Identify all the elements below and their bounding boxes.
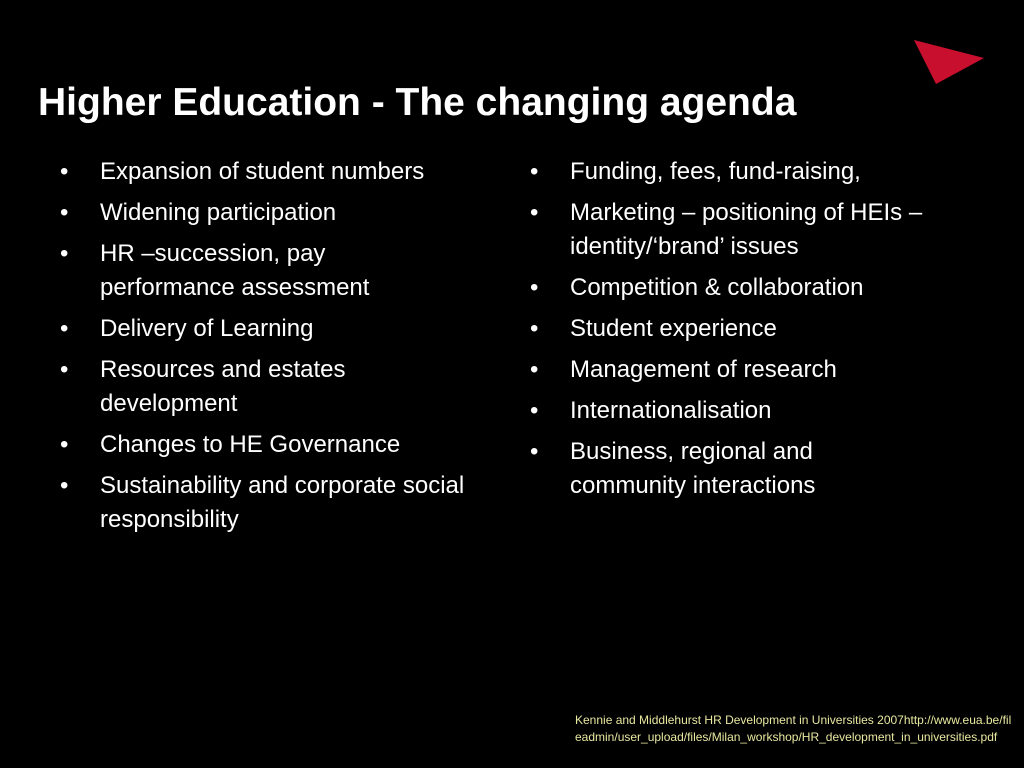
bullet-icon: •: [530, 158, 539, 185]
red-triangle-logo-icon: [914, 38, 986, 86]
list-item-text: Widening participation: [100, 199, 337, 226]
bullet-icon: •: [530, 356, 539, 383]
bullet-icon: •: [60, 315, 69, 342]
list-item-text: Internationalisation: [570, 397, 772, 424]
bullet-icon: •: [60, 356, 69, 383]
list-item: [60, 428, 510, 462]
list-item: [530, 394, 980, 428]
list-item: [60, 155, 510, 189]
list-item-text: Sustainability and corporate social responsibility: [100, 472, 465, 533]
slide-title: Higher Education - The changing agenda: [38, 81, 797, 124]
list-item: [60, 237, 430, 305]
list-item-text: Competition & collaboration: [570, 274, 864, 301]
list-item-text: HR –succession, pay performance assessment: [100, 240, 370, 301]
list-item-text: Funding, fees, fund-raising,: [570, 158, 861, 185]
bullet-icon: •: [60, 431, 69, 458]
bullet-icon: •: [530, 438, 539, 465]
list-item-text: Student experience: [570, 315, 777, 342]
list-item: [530, 271, 980, 305]
list-item: [60, 196, 510, 230]
list-item-text: Delivery of Learning: [100, 315, 314, 342]
list-item-text: Marketing – positioning of HEIs –identity/‘brand’ issues: [570, 199, 923, 260]
bullet-icon: •: [60, 158, 69, 185]
list-item: [60, 312, 510, 346]
bullet-icon: •: [530, 397, 539, 424]
bullet-icon: •: [530, 274, 539, 301]
list-item-text: Expansion of student numbers: [100, 158, 425, 185]
list-item: [60, 353, 410, 421]
bullet-icon: •: [60, 199, 69, 226]
bullet-icon: •: [530, 315, 539, 342]
list-item: [530, 196, 940, 264]
bullet-icon: •: [60, 240, 69, 267]
right-bullet-list: [530, 155, 980, 510]
list-item: [60, 469, 470, 537]
list-item: [530, 435, 890, 503]
bullet-icon: •: [60, 472, 69, 499]
list-item: [530, 312, 980, 346]
list-item-text: Management of research: [570, 356, 837, 383]
list-item: [530, 155, 980, 189]
list-item-text: Resources and estates development: [100, 356, 346, 417]
reference-citation: Kennie and Middlehurst HR Development in Universities 2007http://www.eua.be/fileadmin/user_upload/files/Milan_workshop/HR_development_in_universities.pdf: [575, 713, 1012, 744]
list-item-text: Changes to HE Governance: [100, 431, 401, 458]
list-item-text: Business, regional and community interactions: [570, 438, 816, 499]
list-item: [530, 353, 980, 387]
left-bullet-list: [60, 155, 510, 544]
bullet-icon: •: [530, 199, 539, 226]
